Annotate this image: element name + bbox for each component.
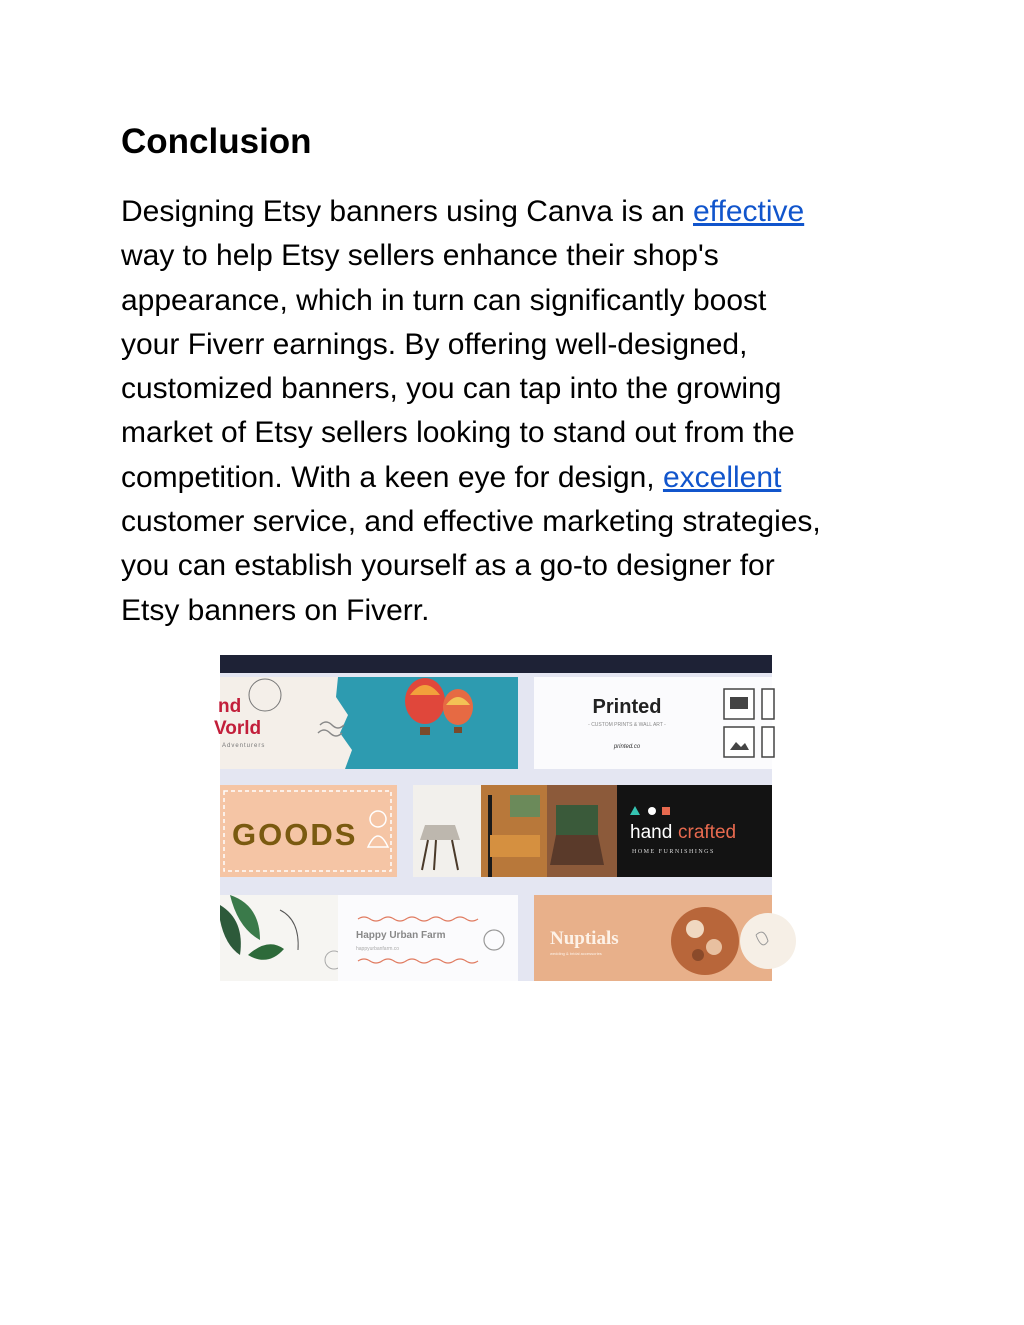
banner-furniture-photo [413, 785, 617, 877]
paragraph-line: your Fiverr earnings. By offering well-designed, [121, 327, 748, 361]
printed-banner-url: printed.co [613, 744, 641, 750]
travel-banner-line3: Adventurers [222, 743, 266, 749]
banner-plant [220, 895, 343, 981]
pillow-icon [556, 805, 598, 835]
farm-banner-title: Happy Urban Farm [356, 930, 446, 941]
conclusion-paragraph [121, 190, 921, 633]
printed-banner-title: Printed [592, 696, 662, 718]
banner-goods [220, 785, 397, 877]
paragraph-line [121, 190, 921, 234]
paragraph-line: customer service, and effective marketing strategies, [121, 505, 821, 539]
banner-nuptials [534, 895, 796, 981]
farm-banner-url: happyurbanfarm.co [356, 946, 400, 952]
handcrafted-title-a: hand [630, 822, 673, 843]
goods-banner-title: GOODS [232, 817, 358, 852]
chair-icon [420, 825, 460, 840]
paragraph-line: market of Etsy sellers looking to stand out from the [121, 416, 795, 450]
paragraph-line: you can establish yourself as a go-to designer for [121, 549, 775, 583]
text-run: competition. With a keen eye for design, [121, 460, 663, 494]
banner-printed [534, 677, 774, 769]
etsy-banner-collage-image [214, 655, 772, 981]
banner-farm [338, 895, 518, 981]
square-icon [662, 807, 670, 815]
paragraph-line: customized banners, you can tap into the growing [121, 372, 782, 406]
excellent-link[interactable]: excellent [662, 460, 782, 494]
banner-travel [214, 677, 518, 769]
bouquet-photo [671, 907, 739, 975]
paragraph-line: Etsy banners on Fiverr. [121, 593, 430, 627]
circle-icon [648, 807, 656, 815]
printed-banner-subtitle: - CUSTOM PRINTS & WALL ART - [588, 722, 666, 728]
paragraph-line: appearance, which in turn can significantly boost [121, 283, 767, 317]
paragraph-line [121, 456, 921, 500]
frame-icon [724, 727, 754, 757]
cabinet-icon [490, 835, 540, 857]
banner-handcrafted [617, 785, 772, 877]
paragraph-line: way to help Etsy sellers enhance their shop's [121, 239, 719, 273]
collage-svg [214, 655, 772, 981]
page-heading: Conclusion [121, 122, 312, 161]
handcrafted-subtitle: HOME FURNISHINGS [632, 849, 715, 855]
nuptials-banner-subtitle: wedding & bridal accessories [550, 951, 602, 956]
effective-link[interactable]: effective [693, 195, 805, 228]
text-run: Designing Etsy banners using Canva is an [121, 195, 693, 228]
nuptials-banner-title: Nuptials [550, 928, 619, 949]
travel-banner-line1: nd [218, 696, 242, 717]
handcrafted-title-b: crafted [678, 822, 737, 843]
travel-banner-line2: Vorld [214, 718, 262, 739]
